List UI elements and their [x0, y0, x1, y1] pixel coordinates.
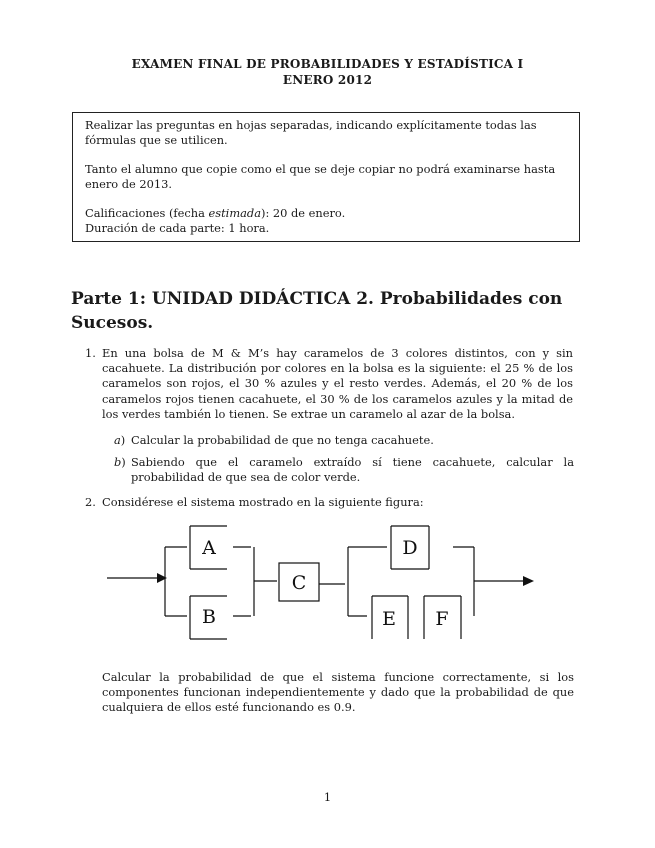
part-title: Parte 1: UNIDAD DIDÁCTICA 2. Probabilidades con Sucesos. [71, 289, 563, 333]
grades-emphasis: estimada [208, 206, 261, 220]
grades-line [85, 206, 567, 221]
question-2-number: 2. [85, 495, 96, 509]
exam-title-line1: EXAMEN FINAL DE PROBABILIDADES Y ESTADÍSTICA I [131, 57, 524, 71]
component-F-label: F [435, 608, 449, 630]
grades-prefix: Calificaciones (fecha [85, 206, 209, 220]
subitem-b-label: b) [114, 455, 126, 469]
instruction-1: Realizar las preguntas en hojas separadas, indicando explícitamente todas las fórmulas que se utilicen. [85, 118, 537, 147]
component-A-label: A [202, 537, 216, 559]
grades-suffix: ): 20 de enero. [261, 206, 346, 220]
subitem-b-text: Sabiendo que el caramelo extraído sí tiene cacahuete, calcular la probabilidad de que sea de color verde. [131, 455, 574, 485]
question-1-text: En una bolsa de M & M’s hay caramelos de 3 colores distintos, con y sin cacahuete. La distribución por colores en la bolsa es la siguiente: el 25 % de los caramelos son rojos, el 30 % azules y el resto verdes. Además, el 20 % de los caramelos rojos tienen cacahuete, el 30 % de los caramelos azules y la mitad de los verdes también lo tienen. Se extrae un caramelo al azar de la bolsa. [102, 346, 573, 421]
question-2-after-text: Calcular la probabilidad de que el sistema funcione correctamente, si los componentes funcionan independientemente y dado que la probabilidad de que cualquiera de ellos esté funcionando es 0.9. [102, 670, 574, 715]
instructions-box [72, 112, 580, 242]
component-C-label: C [291, 572, 307, 594]
component-B-label: B [202, 606, 216, 628]
component-E-label: E [382, 608, 396, 630]
component-D-label: D [402, 537, 418, 559]
subitem-a-label: a) [114, 433, 126, 447]
question-1-number: 1. [85, 346, 96, 360]
instruction-2: Tanto el alumno que copie como el que se deje copiar no podrá examinarse hasta enero de 2013. [85, 162, 556, 191]
subitem-a-text: Calcular la probabilidad de que no tenga cacahuete. [131, 433, 434, 447]
exam-title [0, 56, 655, 88]
system-diagram [105, 518, 545, 648]
page-number: 1 [323, 790, 332, 804]
question-2-text: Considérese el sistema mostrado en la siguiente figura: [102, 495, 424, 509]
duration-line: Duración de cada parte: 1 hora. [85, 221, 270, 235]
exam-title-line2: ENERO 2012 [282, 73, 373, 87]
output-arrow-icon [523, 576, 534, 586]
